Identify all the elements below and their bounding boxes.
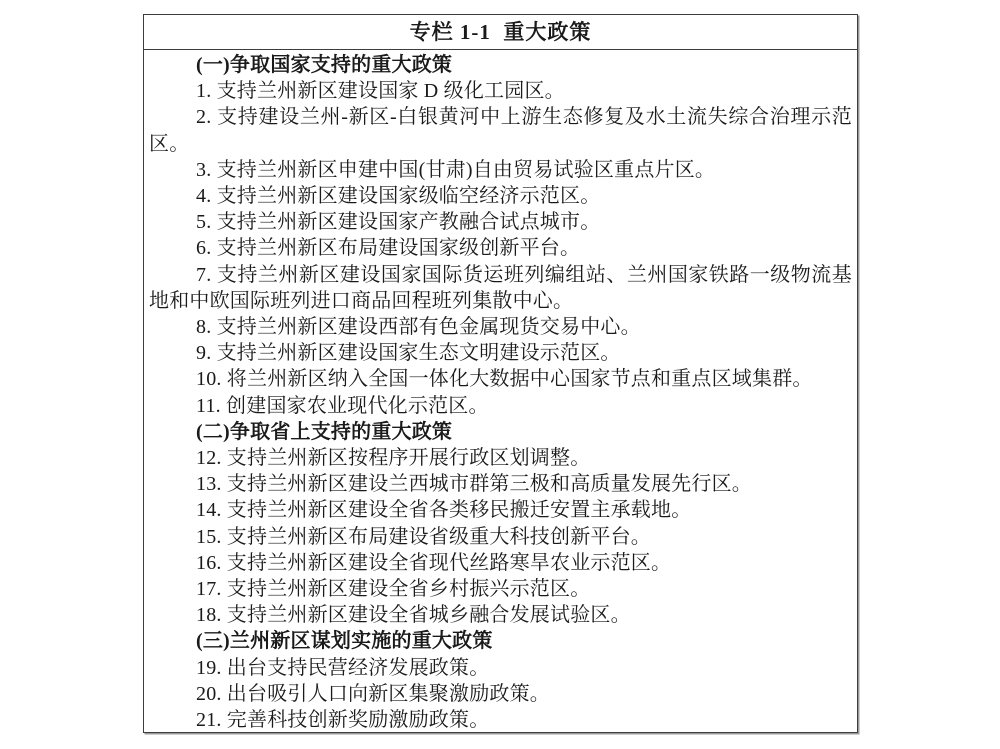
policy-item-16: 16. 支持兰州新区建设全省现代丝路寒旱农业示范区。 bbox=[196, 551, 672, 574]
policy-item-5: 5. 支持兰州新区建设国家产教融合试点城市。 bbox=[196, 211, 601, 234]
policy-item-17: 17. 支持兰州新区建设全省乡村振兴示范区。 bbox=[196, 578, 591, 601]
policy-item-19: 19. 出台支持民营经济发展政策。 bbox=[196, 656, 490, 679]
policy-item-14: 14. 支持兰州新区建设全省各类移民搬迁安置主承载地。 bbox=[196, 499, 692, 522]
policy-item-8: 8. 支持兰州新区建设西部有色金属现货交易中心。 bbox=[196, 316, 641, 339]
policy-item-2: 2. 支持建设兰州-新区-白银黄河中上游生态修复及水土流失综合治理示范区。 bbox=[149, 106, 852, 155]
policy-item-21: 21. 完善科技创新奖励激励政策。 bbox=[196, 709, 490, 732]
section-heading-3: (三)兰州新区谋划实施的重大政策 bbox=[196, 630, 493, 653]
policy-panel bbox=[143, 14, 858, 733]
policy-item-11: 11. 创建国家农业现代化示范区。 bbox=[196, 394, 489, 417]
section-heading-1: (一)争取国家支持的重大政策 bbox=[196, 54, 453, 76]
policy-item-1: 1. 支持兰州新区建设国家 D 级化工园区。 bbox=[196, 80, 565, 103]
section-heading-2: (二)争取省上支持的重大政策 bbox=[196, 420, 453, 443]
policy-item-10: 10. 将兰州新区纳入全国一体化大数据中心国家节点和重点区域集群。 bbox=[196, 368, 813, 391]
policy-item-13: 13. 支持兰州新区建设兰西城市群第三极和高质量发展先行区。 bbox=[196, 473, 752, 496]
panel-body bbox=[144, 50, 857, 733]
policy-item-20: 20. 出台吸引人口向新区集聚激励政策。 bbox=[196, 682, 550, 705]
policy-item-9: 9. 支持兰州新区建设国家生态文明建设示范区。 bbox=[196, 342, 621, 365]
policy-item-15: 15. 支持兰州新区布局建设省级重大科技创新平台。 bbox=[196, 525, 651, 548]
policy-item-4: 4. 支持兰州新区建设国家级临空经济示范区。 bbox=[196, 185, 601, 208]
policy-item-12: 12. 支持兰州新区按程序开展行政区划调整。 bbox=[196, 447, 591, 470]
policy-item-18: 18. 支持兰州新区建设全省城乡融合发展试验区。 bbox=[196, 604, 631, 627]
policy-item-7: 7. 支持兰州新区建设国家国际货运班列编组站、兰州国家铁路一级物流基地和中欧国际班列进口商品回程班列集散中心。 bbox=[149, 263, 852, 312]
panel-title: 专栏 1-1 重大政策 bbox=[144, 15, 857, 50]
policy-item-6: 6. 支持兰州新区布局建设国家级创新平台。 bbox=[196, 237, 581, 260]
policy-item-3: 3. 支持兰州新区申建中国(甘肃)自由贸易试验区重点片区。 bbox=[196, 158, 716, 181]
